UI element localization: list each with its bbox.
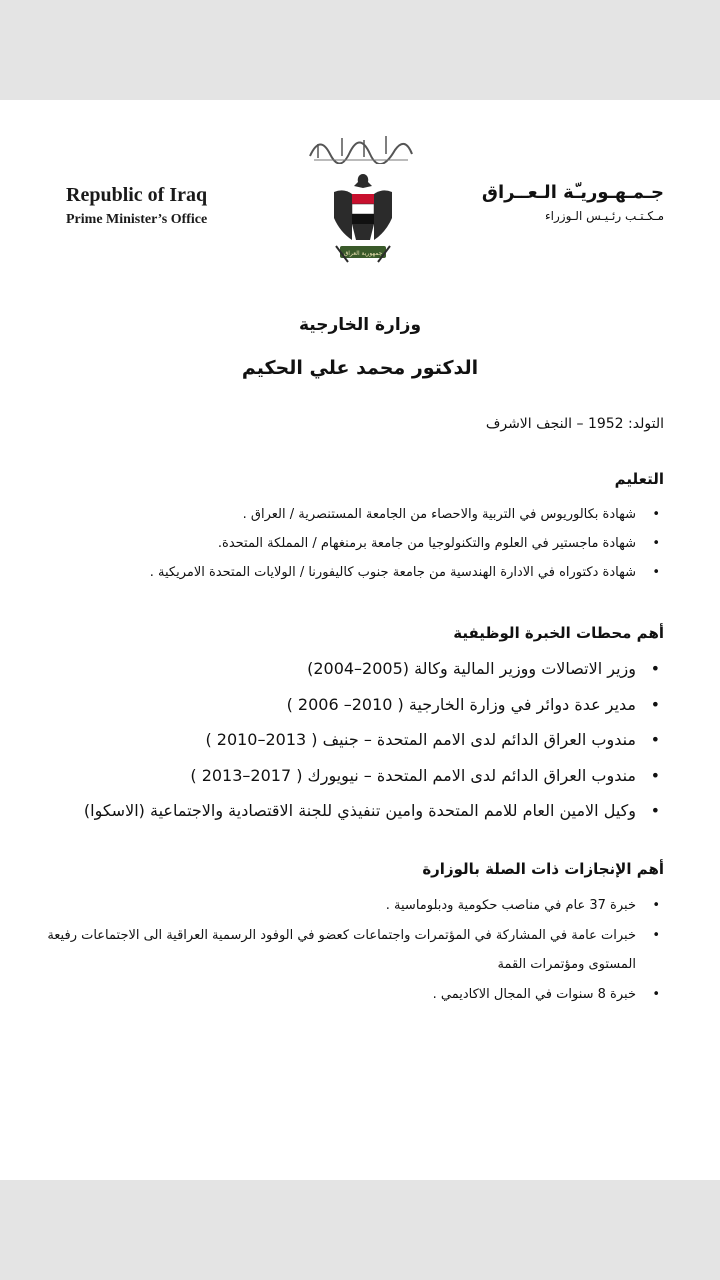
emblem-scroll-text: جمهورية العراق [343,250,383,257]
experience-list [84,651,664,829]
achievements-heading: أهم الإنجازات ذات الصلة بالوزارة [422,860,664,878]
list-item: • مندوب العراق الدائم لدى الامم المتحدة – نيويورك ( 2017–2013 ) [84,758,664,794]
english-letterhead [66,184,207,228]
education-list [150,500,664,587]
list-item: • شهادة دكتوراه في الادارة الهندسية من جامعة جنوب كاليفورنا / الولايات المتحدة الامريكية . [150,558,664,587]
iraq-eagle-emblem-icon [328,170,398,270]
list-item: • خبرات عامة في المشاركة في المؤتمرات واجتماعات كعضو في الوفود الرسمية العراقية الى الاجتماعات رفيعة المستوى ومؤتمرات القمة [40,921,664,980]
list-item: • مدير عدة دوائر في وزارة الخارجية ( 2010– 2006 ) [84,687,664,723]
list-item: • وكيل الامين العام للامم المتحدة وامين تنفيذي للجنة الاقتصادية والاجتماعية (الاسكوا) [84,793,664,829]
list-item: • خبرة 8 سنوات في المجال الاكاديمي . [40,980,664,1010]
list-item: • شهادة ماجستير في العلوم والتكنولوجيا من جامعة برمنغهام / المملكة المتحدة. [150,529,664,558]
arabic-letterhead [482,182,664,223]
ar-country-title: جـمـهـوريـّة الـعــراق [481,182,664,203]
list-item: • مندوب العراق الدائم لدى الامم المتحدة – جنيف ( 2013–2010 ) [84,722,664,758]
experience-heading: أهم محطات الخبرة الوظيفية [453,624,664,642]
minister-name: الدكتور محمد علي الحكيم [241,357,479,379]
birth-info: التولد: 1952 – النجف الاشرف [485,416,664,432]
en-office-subtitle: Prime Minister’s Office [66,212,208,227]
achievements-list [40,891,664,1009]
list-item: • شهادة بكالوريوس في التربية والاحصاء من الجامعة المستنصرية / العراق . [150,500,664,529]
education-heading: التعليم [614,470,664,488]
en-country-title: Republic of Iraq [66,184,208,206]
ministry-title: وزارة الخارجية [298,315,422,335]
document-page [0,100,720,1180]
ar-office-subtitle: مـكـتـب رئـيـس الـوزراء [545,209,664,223]
list-item: • خبرة 37 عام في مناصب حكومية ودبلوماسية . [40,891,664,921]
basmala-calligraphy [300,124,420,164]
list-item: • وزير الاتصالات ووزير المالية وكالة (2005–2004) [84,651,664,687]
